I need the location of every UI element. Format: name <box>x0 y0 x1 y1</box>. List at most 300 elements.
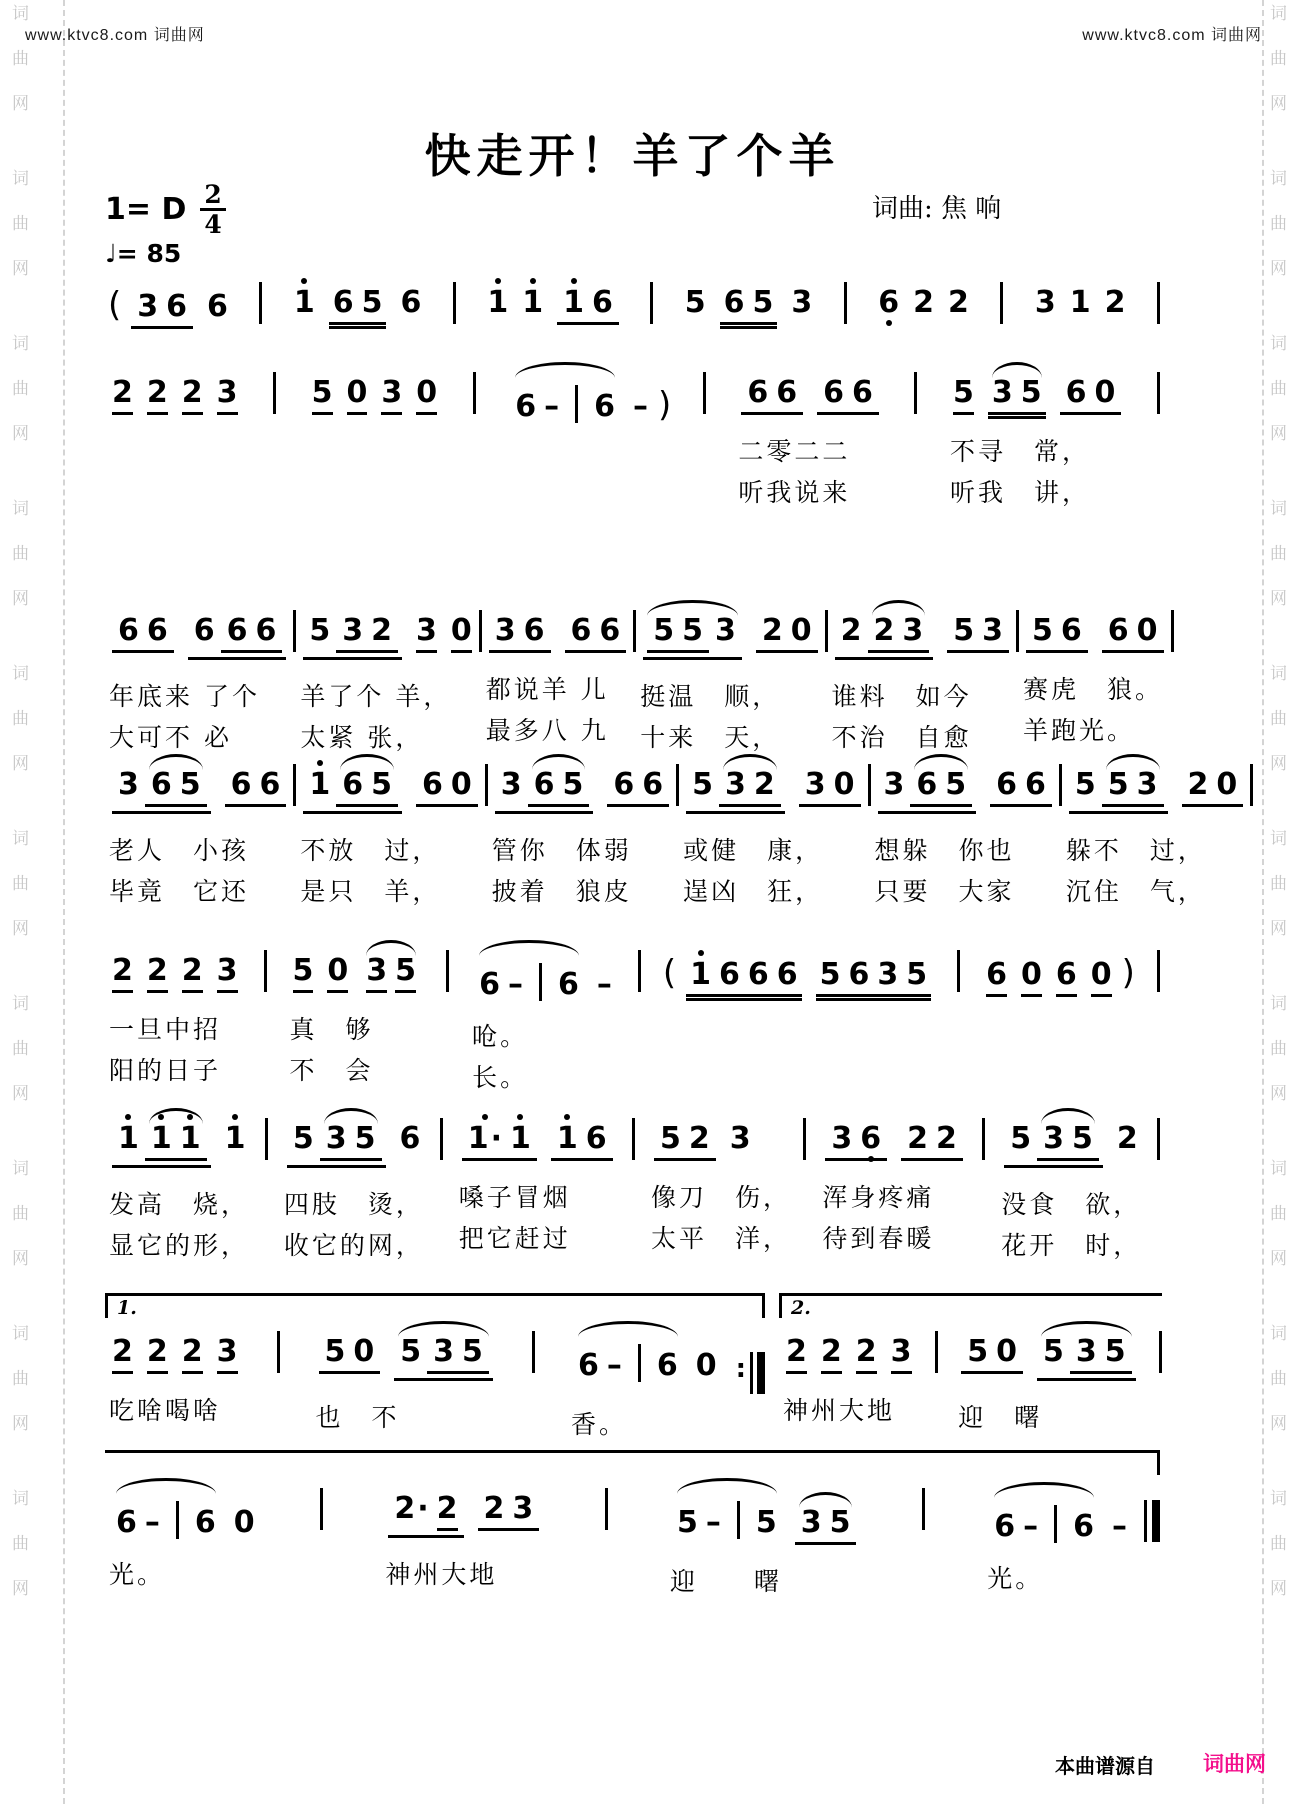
watermark-char: 曲 <box>12 709 29 729</box>
measures-row <box>779 1319 1162 1430</box>
augmentation-dot: · <box>490 1121 503 1156</box>
lyric-text: 没食 欲， <box>1001 1190 1142 1219</box>
beam-group <box>489 613 551 653</box>
note: 5 <box>312 378 333 415</box>
note: 5 <box>953 378 974 415</box>
beam-group <box>362 953 420 993</box>
watermark-char: 词 <box>1270 994 1287 1014</box>
note: 5 <box>354 1121 376 1156</box>
measure <box>1028 270 1133 318</box>
watermark-char: 曲 <box>1270 49 1287 69</box>
lyric-text: 像刀 伤， <box>651 1183 792 1212</box>
measure <box>997 1106 1145 1258</box>
note: 1 <box>487 288 508 318</box>
watermark-char: 词 <box>1270 1324 1287 1344</box>
beam-group <box>1060 375 1122 415</box>
note: 6 <box>150 767 172 802</box>
note: 6 <box>332 285 354 320</box>
barline <box>320 1488 323 1530</box>
barline <box>259 282 262 324</box>
notes-row <box>468 938 619 1000</box>
watermark-char: 曲 <box>1270 1369 1287 1389</box>
note: – <box>596 967 612 1002</box>
high-octave-dot <box>698 950 704 956</box>
note: 2 <box>840 613 862 648</box>
beam-group <box>565 613 627 653</box>
notes-row <box>105 752 293 814</box>
beam-group <box>131 289 193 329</box>
score-section <box>105 938 1160 1090</box>
note: 1 <box>510 1124 531 1154</box>
watermark-char: 曲 <box>12 1534 29 1554</box>
lyric-text: 谁料 如今 <box>831 682 972 711</box>
measure <box>280 1106 428 1258</box>
measures-row <box>105 1319 765 1437</box>
notation-system <box>105 598 1164 752</box>
notes-row <box>488 752 676 814</box>
beam-group <box>511 378 619 422</box>
note: 0 <box>1216 767 1238 802</box>
note: 3 <box>1043 1121 1065 1156</box>
barline <box>473 372 476 414</box>
note: 1 <box>225 1124 246 1154</box>
barline <box>914 372 917 414</box>
beam-group <box>112 1494 220 1538</box>
note: 6 <box>848 957 870 992</box>
note: 5 <box>676 1505 698 1540</box>
beam-group <box>901 1121 963 1161</box>
notes-row <box>666 1476 864 1545</box>
watermark-char: 词 <box>12 1159 29 1179</box>
lyric-text: 最多八 九 <box>485 716 609 745</box>
lyric-text: 大可不 必 <box>109 723 232 752</box>
beam-group <box>1037 1334 1136 1381</box>
measure <box>647 1106 791 1251</box>
beam-group <box>478 1491 540 1531</box>
notes-row <box>105 360 245 415</box>
beam-group <box>1070 1334 1132 1374</box>
measure <box>666 1476 864 1594</box>
lyric-text: 发高 烧， <box>109 1190 250 1219</box>
high-octave-dot <box>125 1114 131 1120</box>
beam-group <box>1026 613 1088 653</box>
lyric-text <box>660 1021 675 1046</box>
barline <box>632 1118 635 1160</box>
key-signature: 1= D $\frac{2}{4}$ <box>105 182 226 237</box>
beam-group <box>112 613 174 653</box>
notes-row <box>286 938 428 993</box>
lyric-text: 迎 曙 <box>958 1403 1043 1432</box>
measure <box>455 1106 620 1251</box>
lyric-text: 听我 讲， <box>950 478 1091 507</box>
barline <box>277 1331 280 1373</box>
measure <box>504 360 674 512</box>
lyric-text: 太平 洋， <box>651 1224 792 1253</box>
note: 6 <box>399 1121 421 1156</box>
note: 6 <box>994 1509 1016 1544</box>
note: 6 <box>823 375 845 410</box>
high-octave-dot <box>232 1114 238 1120</box>
note: 2· <box>394 1491 429 1526</box>
note: 0 <box>790 613 812 648</box>
measure <box>734 360 886 505</box>
lyric-text: 逞凶 狂， <box>683 877 824 906</box>
beam-group <box>319 1334 381 1374</box>
lyric-text: 二零二二 <box>738 437 851 466</box>
note: 6 <box>515 389 537 424</box>
note: 6 <box>594 389 615 424</box>
note: 3 <box>217 956 238 993</box>
key-signature-block <box>105 182 226 268</box>
note: 0 <box>1021 960 1042 997</box>
note: 3 <box>715 613 736 648</box>
watermark-char: 词 <box>1270 664 1287 684</box>
watermark-char: 词 <box>12 1324 29 1344</box>
note: 3 <box>433 1334 455 1369</box>
note: 3 <box>217 1337 238 1374</box>
beam-group <box>112 1121 211 1168</box>
lyric-text: 披着 狼皮 <box>491 877 632 906</box>
augmentation-dot: · <box>417 1491 429 1526</box>
footer-brand-logo: 词曲网 <box>1203 1753 1266 1776</box>
lyric-text <box>105 480 120 505</box>
notes-row <box>287 270 429 325</box>
note: 6 <box>255 613 277 648</box>
barline <box>273 372 276 414</box>
lyric-text: 赛虎 狼。 <box>1023 675 1164 704</box>
measure <box>480 270 626 325</box>
measure <box>818 1106 970 1251</box>
watermark-char: 词 <box>1270 499 1287 519</box>
note: 2 <box>948 285 969 320</box>
lyric-text <box>660 1062 675 1087</box>
watermark-char: 网 <box>12 1579 29 1599</box>
note: 6 <box>193 613 215 648</box>
note: 5 <box>1072 1121 1093 1156</box>
note: 2 <box>1187 767 1209 802</box>
note: 5 <box>1032 613 1053 648</box>
barline <box>1157 950 1160 992</box>
note: 6 <box>207 289 228 324</box>
watermark-char: 词 <box>12 499 29 519</box>
lyric-text: 或健 康， <box>683 836 824 865</box>
note: 5 <box>324 1334 346 1369</box>
notes-row <box>567 1319 765 1388</box>
notes-row <box>296 598 478 660</box>
notes-row <box>105 938 245 993</box>
final-thick-bar <box>1152 1500 1160 1542</box>
final-barline <box>1144 1500 1160 1542</box>
note: 0 <box>451 616 472 653</box>
note: 6 <box>656 1348 678 1383</box>
header-left-watermark: www.ktvc8.com 词曲网 <box>25 27 205 44</box>
beam-group <box>416 767 478 807</box>
watermark-char: 曲 <box>1270 1204 1287 1224</box>
high-octave-dot <box>482 1114 488 1120</box>
measure <box>946 360 1128 505</box>
lyric-text: 想躲 你也 <box>874 836 1015 865</box>
note: 3 <box>1075 1334 1097 1369</box>
beam-group <box>654 1121 716 1161</box>
barline <box>638 1344 641 1382</box>
lyric-text: 不寻 常， <box>950 437 1091 466</box>
note: 1 <box>180 1124 201 1154</box>
note: 0 <box>1094 375 1116 410</box>
tempo-marking: ♩= 85 <box>105 239 182 268</box>
note: 6 <box>1107 613 1129 648</box>
notation-system <box>105 1106 1160 1258</box>
beam-group <box>462 1121 537 1161</box>
beam-group <box>643 613 742 660</box>
note: 6 <box>1065 375 1087 410</box>
repeat-dots: : <box>735 1354 746 1384</box>
lyric-text: 光。 <box>987 1564 1044 1593</box>
watermark-char: 词 <box>1270 1159 1287 1179</box>
note: 2 <box>483 1491 505 1526</box>
slur-arc <box>578 1321 678 1337</box>
lyric-text: 都说羊 儿 <box>485 675 609 704</box>
beam-group <box>1182 767 1244 807</box>
measure <box>1062 752 1250 904</box>
note: 5 <box>684 285 706 320</box>
note: 6 <box>599 613 621 648</box>
watermark-char: 网 <box>12 589 29 609</box>
barline <box>922 1488 925 1530</box>
watermark-char: 曲 <box>12 1369 29 1389</box>
beam-group <box>427 1334 489 1374</box>
note: 3 <box>800 1505 822 1540</box>
note: 6 <box>718 957 740 992</box>
watermark-char: 网 <box>1270 919 1287 939</box>
beam-group <box>825 1121 887 1161</box>
watermark-char: 网 <box>1270 424 1287 444</box>
barline <box>982 1118 985 1160</box>
watermark-char: 网 <box>12 754 29 774</box>
score-section <box>105 360 1160 512</box>
beam-group <box>673 1494 781 1538</box>
right-dashed-border <box>1262 0 1264 1804</box>
note: 0 <box>450 767 472 802</box>
notation-system <box>105 752 1238 906</box>
note: 0 <box>1091 960 1112 997</box>
note: 6 <box>1060 613 1082 648</box>
watermark-char: 网 <box>1270 94 1287 114</box>
beam-group <box>388 1491 463 1538</box>
lyric-text: 神州大地 <box>783 1396 896 1425</box>
beam-group <box>557 285 619 325</box>
watermark-char: 词 <box>1270 1489 1287 1509</box>
note: 6 <box>226 613 248 648</box>
beam-group <box>574 1337 682 1381</box>
notes-row <box>734 360 886 415</box>
note: 1 <box>151 1124 172 1154</box>
note: 6 <box>852 375 873 410</box>
note: 3 <box>725 767 746 802</box>
notes-row <box>647 1106 758 1161</box>
beam-group <box>336 767 398 807</box>
note: 6 <box>533 767 555 802</box>
measure <box>468 938 619 1090</box>
measure <box>488 752 676 904</box>
beam-group <box>475 956 583 1000</box>
notes-row <box>105 1319 245 1374</box>
measure <box>287 270 429 325</box>
note: 5 <box>953 613 975 648</box>
watermark-char: 曲 <box>12 874 29 894</box>
note: 5 <box>906 957 928 992</box>
watermark-char: 曲 <box>1270 1534 1287 1554</box>
measure <box>871 752 1059 904</box>
beam-group <box>686 957 802 997</box>
note: 5 <box>945 767 967 802</box>
score-section <box>105 752 1253 904</box>
watermark-char: 曲 <box>1270 1039 1287 1059</box>
lyric-text: 管你 体弱 <box>491 836 632 865</box>
lyric-text: 浑身疼痛 <box>822 1183 935 1212</box>
barline <box>737 1501 740 1539</box>
note: 6 <box>776 957 798 992</box>
high-octave-dot <box>301 278 307 284</box>
measure <box>779 1319 919 1423</box>
measures-row <box>105 598 1174 750</box>
lyric-text: 太紧 张， <box>300 723 424 752</box>
measure <box>828 598 1016 750</box>
watermark-char: 词 <box>1270 4 1287 24</box>
lyric-text <box>105 439 120 464</box>
beam-group <box>1069 767 1168 814</box>
notation-system <box>105 270 1160 329</box>
notes-row <box>660 938 938 997</box>
note: 3 <box>325 1121 347 1156</box>
barline <box>575 385 578 423</box>
watermark-char: 曲 <box>12 1039 29 1059</box>
watermark-char: 网 <box>12 259 29 279</box>
note: 6 <box>577 1348 599 1383</box>
note: 2 <box>1116 1121 1138 1156</box>
note: 1 <box>118 1124 139 1154</box>
lyric-text: 收它的网， <box>283 1231 424 1260</box>
barline <box>1157 372 1160 414</box>
note: 6 <box>591 285 613 320</box>
note: 2 <box>1104 285 1126 320</box>
high-octave-dot <box>571 278 577 284</box>
note: 6 <box>747 957 769 992</box>
note: 1 <box>294 288 315 318</box>
left-watermark-column <box>12 6 29 1656</box>
note: – <box>633 389 648 424</box>
phrase-paren: ( <box>662 953 677 993</box>
barline <box>957 950 960 992</box>
notes-row <box>381 1476 546 1538</box>
note: 6 <box>878 288 899 318</box>
measure <box>679 752 867 904</box>
watermark-char: 词 <box>1270 334 1287 354</box>
lyric-text <box>979 1062 994 1087</box>
note: 5 <box>309 613 331 648</box>
note: 3 <box>982 613 1003 648</box>
note: 2 <box>147 1337 168 1374</box>
high-octave-dot <box>158 1114 164 1120</box>
score-section <box>105 1450 1160 1594</box>
volta-section <box>105 1293 765 1437</box>
measure <box>871 270 976 318</box>
note: 3 <box>729 1121 751 1156</box>
watermark-char: 网 <box>12 919 29 939</box>
barline <box>1000 282 1003 324</box>
barline <box>803 1118 806 1160</box>
notes-row <box>636 598 824 660</box>
repeat-thin-bar <box>750 1352 753 1394</box>
lyric-text: 一旦中招 <box>109 1015 222 1044</box>
measure <box>105 1319 245 1423</box>
watermark-char: 词 <box>12 829 29 849</box>
note: 5 <box>1107 767 1129 802</box>
low-octave-dot <box>868 1156 874 1162</box>
note: 6 <box>1025 767 1046 802</box>
lyric-text: 不治 自愈 <box>831 723 972 752</box>
beam-group <box>988 375 1046 415</box>
note: 3 <box>804 767 826 802</box>
notation-system <box>105 360 1160 512</box>
watermark-char: 网 <box>1270 259 1287 279</box>
score-section <box>105 1106 1160 1258</box>
beam-group <box>221 613 283 653</box>
beam-group <box>303 767 402 814</box>
note: 5 <box>462 1334 483 1369</box>
notes-row <box>105 1476 262 1538</box>
barline <box>1157 282 1160 324</box>
note: 5 <box>829 1505 851 1540</box>
note: 0 <box>327 956 348 993</box>
lyric-text: 老人 小孩 <box>109 836 250 865</box>
watermark-char: 曲 <box>1270 874 1287 894</box>
notes-row <box>946 360 1128 415</box>
barline <box>446 950 449 992</box>
beam-group <box>303 613 402 660</box>
measure <box>286 938 428 1083</box>
lyric-text <box>305 439 320 464</box>
lyric-text: 四肢 烫， <box>283 1190 424 1219</box>
notes-row <box>871 752 1059 814</box>
watermark-char: 网 <box>12 1414 29 1434</box>
notes-row <box>979 938 1138 997</box>
watermark-char: 曲 <box>12 1204 29 1224</box>
note: 2 <box>688 1121 710 1156</box>
watermark-char: 词 <box>12 994 29 1014</box>
beam-group <box>1037 1121 1099 1161</box>
lyric-text: 阳的日子 <box>109 1056 222 1085</box>
lyric-text: 真 够 <box>289 1015 374 1044</box>
note: 6 <box>116 1505 137 1540</box>
measure <box>105 598 293 750</box>
barline <box>935 1331 938 1373</box>
note: 3 <box>1034 285 1056 320</box>
note: 2 <box>437 1494 458 1531</box>
repeat-sign <box>736 1352 765 1394</box>
note: 3 <box>137 289 159 324</box>
lyric-text: 神州大地 <box>385 1560 498 1589</box>
note: 2 <box>182 378 203 415</box>
watermark-char: 网 <box>12 94 29 114</box>
lyric-text: 沉住 气， <box>1065 877 1206 906</box>
footer-source-label: 本曲谱源自 <box>1055 1756 1155 1778</box>
measure <box>678 270 820 325</box>
note: 5 <box>361 285 383 320</box>
beam-group <box>287 1121 386 1168</box>
watermark-char: 词 <box>12 334 29 354</box>
watermark-char: 曲 <box>12 379 29 399</box>
measure <box>105 270 235 329</box>
